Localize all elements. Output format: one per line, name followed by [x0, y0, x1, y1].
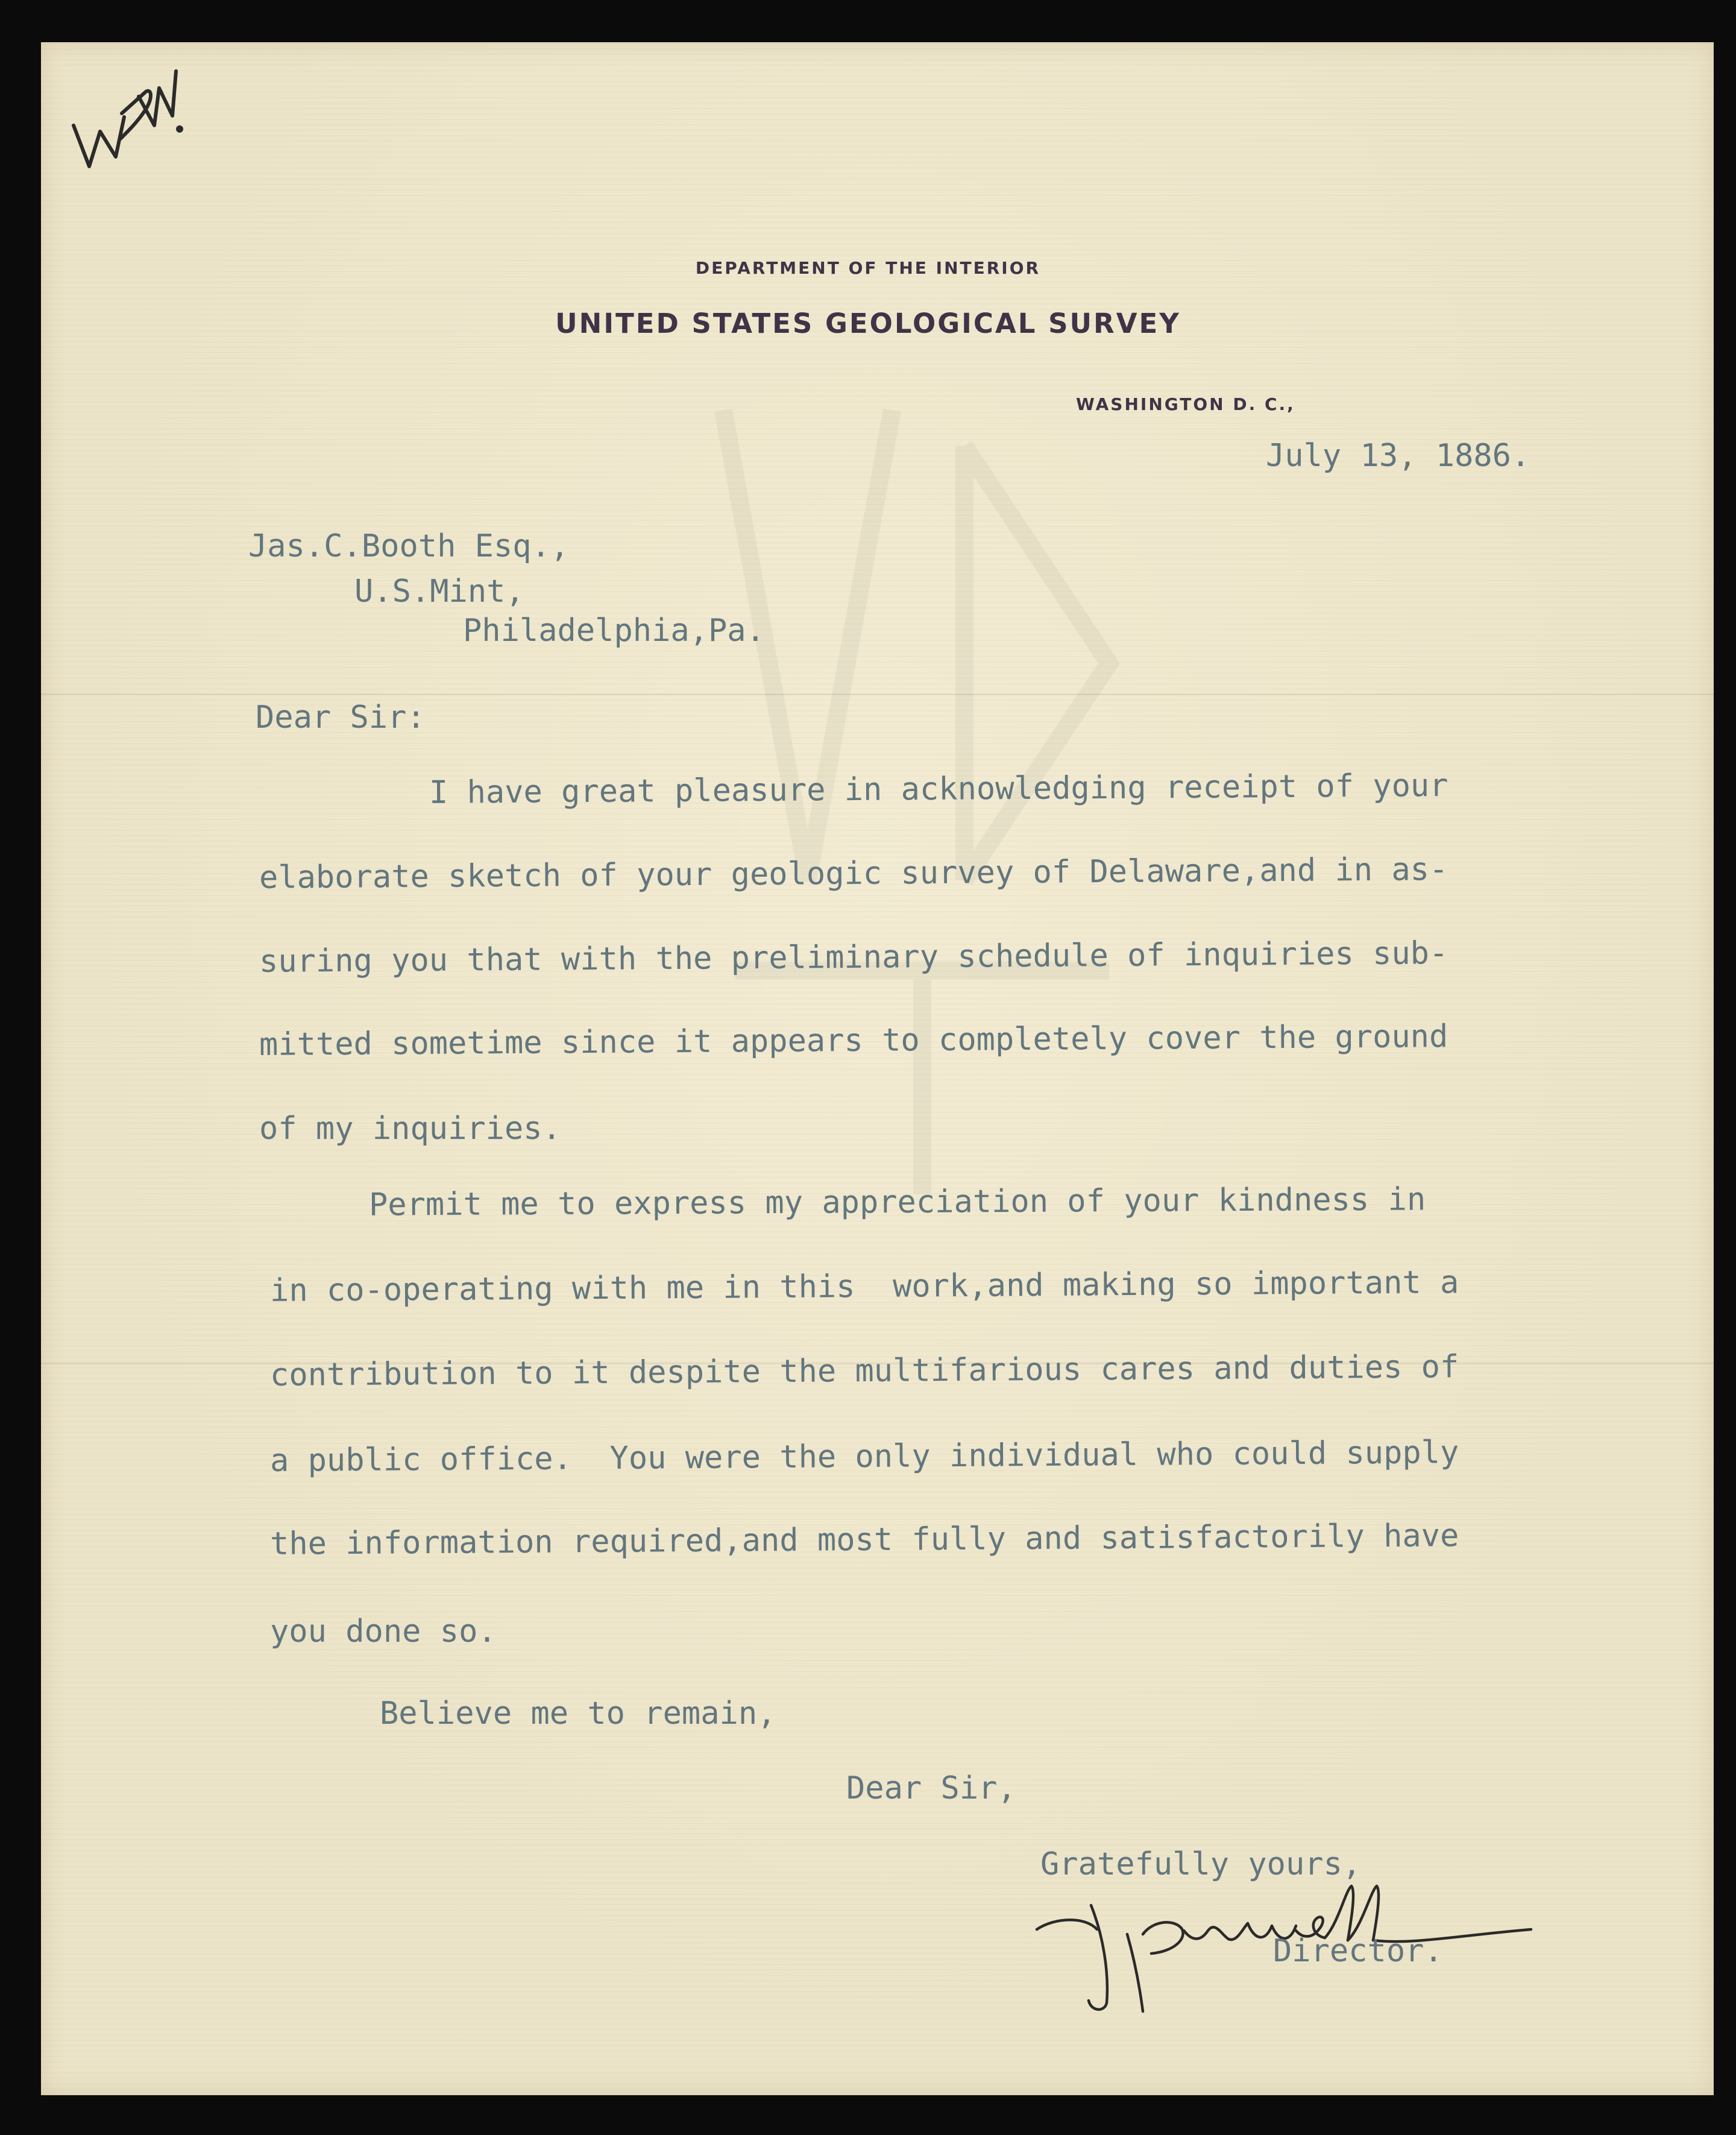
closing-remain: Believe me to remain,	[380, 1695, 776, 1732]
body-line: in co-operating with me in this work,and making so important a	[269, 1264, 1459, 1309]
recipient-city: Philadelphia,Pa.	[463, 613, 765, 649]
body-line: a public office. You were the only individual who could supply	[269, 1434, 1459, 1479]
signer-title: Director.	[1273, 1933, 1443, 1969]
closing-dear-sir: Dear Sir,	[846, 1770, 1016, 1806]
body-line: I have great pleasure in acknowledging receipt of your	[429, 768, 1448, 811]
body-line: contribution to it despite the multifarious cares and duties of	[269, 1349, 1459, 1393]
recipient-name: Jas.C.Booth Esq.,	[248, 528, 570, 564]
body-line: of my inquiries.	[259, 1111, 561, 1147]
body-line: mitted sometime since it appears to completely cover the ground	[259, 1018, 1448, 1063]
body-line: you done so.	[270, 1613, 497, 1650]
body-line: suring you that with the preliminary schedule of inquiries sub-	[259, 935, 1448, 980]
body-line: elaborate sketch of your geologic survey of Delaware,and in as-	[259, 851, 1448, 896]
handwritten-initials	[66, 54, 187, 175]
closing-gratefully: Gratefully yours,	[1040, 1846, 1362, 1882]
letter-date: July 13, 1886.	[1266, 438, 1530, 474]
letterhead-department: DEPARTMENT OF THE INTERIOR	[695, 258, 1041, 278]
letterhead-organization: UNITED STATES GEOLOGICAL SURVEY	[555, 307, 1181, 339]
body-line: Permit me to express my appreciation of your kindness in	[368, 1181, 1426, 1223]
salutation: Dear Sir:	[256, 699, 426, 736]
body-line: the information required,and most fully and satisfactorily have	[269, 1518, 1459, 1562]
letterhead-place: WASHINGTON D. C.,	[1076, 394, 1295, 414]
recipient-institution: U.S.Mint,	[354, 573, 524, 610]
